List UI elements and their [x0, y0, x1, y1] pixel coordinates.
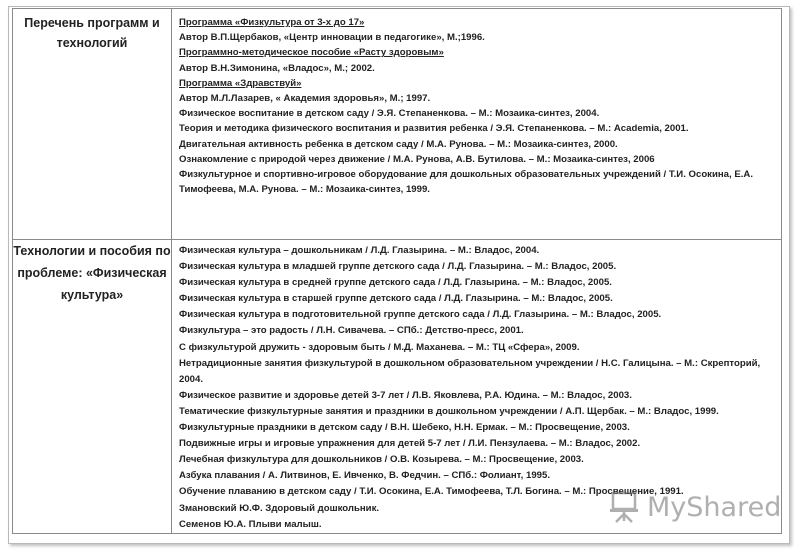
reference-text: Физическое воспитание в детском саду / Э.Я. Степаненкова. – М.: Мозаика-синтез, 2004. — [179, 108, 600, 120]
reference-text: Лечебная физкультура для дошкольников / О.В. Козырева. – М.: Просвещение, 2003. — [179, 454, 584, 466]
reference-text: Автор В.П.Щербаков, «Центр инновации в педагогике», М.;1996. — [179, 32, 485, 44]
reference-line — [179, 307, 775, 323]
section-heading: Технологии и пособия по проблеме: «Физическая культура» — [13, 244, 171, 302]
reference-text: Змановский Ю.Ф. Здоровый дошкольник. — [179, 502, 380, 514]
reference-text: Подвижные игры и игровые упражнения для детей 5-7 лет / Л.И. Пензулаева. – М.: Владос, 2002. — [179, 438, 641, 450]
reference-line — [179, 436, 775, 452]
reference-line — [179, 356, 775, 388]
reference-text: Физкультурное и спортивно-игровое оборудование для дошкольных образовательных учреждений / Т.И. Осокина, Е.А. Тимофеева, М.А. Рунова. – М.: Мозаика-синтез, 1999. — [179, 169, 753, 196]
reference-text: Физическое развитие и здоровье детей 3-7 лет / Л.В. Яковлева, Р.А. Юдина. – М.: Владос, 2003. — [179, 389, 632, 401]
reference-text: Двигательная активность ребенка в детском саду / М.А. Рунова. – М.: Мозаика-синтез, 2000. — [179, 138, 618, 150]
reference-line — [179, 452, 775, 468]
reference-text: С физкультурой дружить - здоровым быть / М.Д. Маханева. – М.: ТЦ «Сфера», 2009. — [179, 341, 580, 353]
reference-text: Физическая культура – дошкольникам / Л.Д. Глазырина. – М.: Владос, 2004. — [179, 245, 540, 256]
reference-line — [179, 91, 775, 106]
reference-line — [179, 323, 775, 339]
reference-text: Физическая культура в подготовительной группе детского сада / Л.Д. Глазырина. – М.: Владос, 2005. — [179, 309, 662, 321]
reference-line — [179, 76, 775, 91]
reference-line — [179, 404, 775, 420]
reference-text: Физкультура – это радость / Л.Н. Сивачева. – СПб.: Детство-пресс, 2001. — [179, 325, 524, 337]
presentation-board-icon — [607, 490, 641, 524]
section-heading-cell — [13, 240, 172, 534]
reference-text: Семенов Ю.А. Плыви малыш. — [179, 518, 322, 530]
watermark-brand: MyShared — [647, 491, 782, 523]
reference-line — [179, 468, 775, 484]
reference-text: Автор В.Н.Зимонина, «Владос», М.; 2002. — [179, 62, 375, 74]
reference-line — [179, 420, 775, 436]
reference-line — [179, 106, 775, 121]
literature-table — [12, 8, 782, 534]
reference-line — [179, 243, 775, 259]
reference-text: Программа «Здравствуй» — [179, 77, 302, 89]
reference-text: Автор М.Л.Лазарев, « Академия здоровья», М.; 1997. — [179, 93, 431, 105]
reference-text: Программа «Физкультура от 3-х до 17» — [179, 17, 365, 28]
reference-line — [179, 45, 775, 60]
reference-text: Физическая культура в младшей группе детского сада / Л.Д. Глазырина. – М.: Владос, 2005. — [179, 261, 617, 273]
section-content-cell — [172, 9, 782, 240]
reference-line — [179, 152, 775, 167]
reference-text: Физкультурные праздники в детском саду / В.Н. Шебеко, Н.Н. Ермак. – М.: Просвещение, 2003. — [179, 422, 630, 434]
reference-line — [179, 121, 775, 136]
reference-line — [179, 15, 775, 30]
reference-list — [172, 240, 781, 533]
reference-text: Ознакомление с природой через движение / М.А. Рунова, А.В. Бутилова. – М.: Мозаика-синтез, 2006 — [179, 153, 655, 165]
reference-text: Теория и методика физического воспитания и развития ребенка / Э.Я. Степаненкова. – М.: Academia, 2001. — [179, 123, 689, 135]
section-heading-cell — [13, 9, 172, 240]
reference-text: Тематические физкультурные занятия и праздники в дошкольном учреждении / А.П. Щербак. – М.: Владос, 1999. — [179, 405, 719, 417]
reference-line — [179, 340, 775, 356]
reference-line — [179, 259, 775, 275]
reference-list — [172, 9, 781, 197]
table-row — [13, 9, 782, 240]
section-heading: Перечень программ и технологий — [24, 16, 160, 50]
reference-text: Обучение плаванию в детском саду / Т.И. Осокина, Е.А. Тимофеева, Т.Л. Богина. – М.: Просвещение, 1991. — [179, 486, 684, 498]
reference-text: Нетрадиционные занятия физкультурой в дошкольном образовательном учреждении / Н.С. Галицына. – М.: Скрепторий, 2004. — [179, 357, 761, 385]
reference-text: Программно-методическое пособие «Расту здоровым» — [179, 47, 444, 59]
reference-line — [179, 30, 775, 45]
reference-line — [179, 167, 775, 197]
reference-text: Физическая культура в старшей группе детского сада / Л.Д. Глазырина. – М.: Владос, 2005. — [179, 293, 613, 305]
reference-line — [179, 61, 775, 76]
watermark-logo — [607, 490, 781, 524]
reference-line — [179, 275, 775, 291]
reference-line — [179, 388, 775, 404]
reference-line — [179, 137, 775, 152]
reference-text: Физическая культура в средней группе детского сада / Л.Д. Глазырина. – М.: Владос, 2005. — [179, 277, 612, 289]
reference-text: Азбука плавания / А. Литвинов, Е. Ивченко, В. Федчин. – СПб.: Фолиант, 1995. — [179, 470, 550, 482]
reference-line — [179, 291, 775, 307]
